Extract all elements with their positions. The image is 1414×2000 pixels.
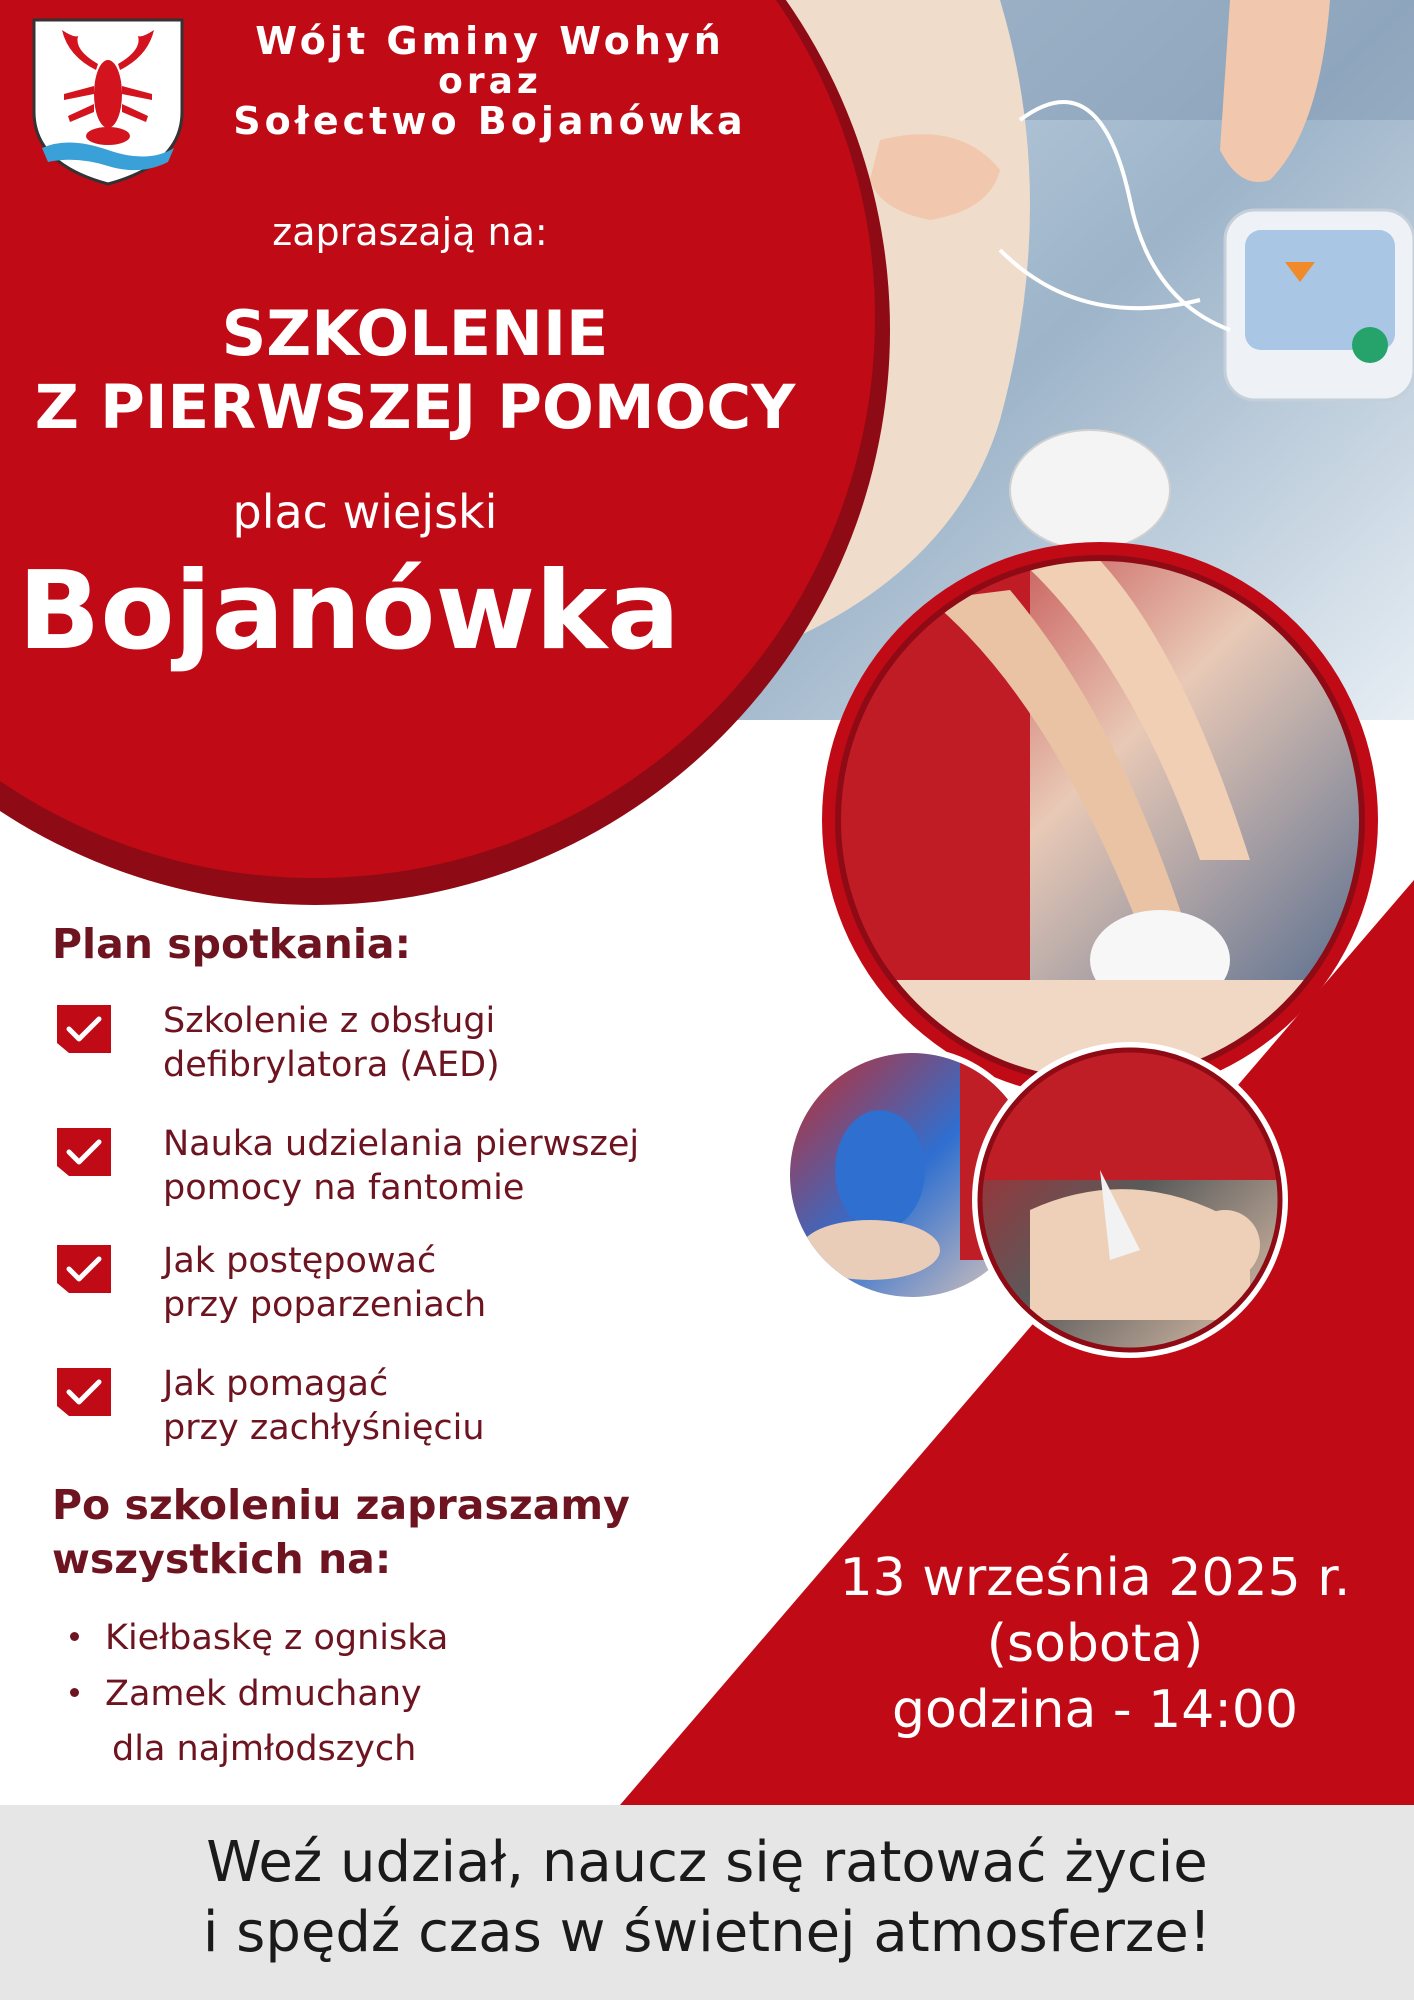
- title-line-1: SZKOLENIE: [221, 297, 609, 370]
- agenda-item: [55, 1003, 735, 1103]
- footer-line-1: Weź udział, naucz się ratować życie: [206, 1830, 1208, 1895]
- bullet-dot: [70, 1688, 79, 1697]
- agenda-item: [55, 1366, 735, 1466]
- agenda-item-line-1: Jak pomagać: [163, 1364, 389, 1404]
- footer-slogan: [0, 1828, 1414, 1968]
- checkmark-icon: [55, 1003, 113, 1055]
- agenda-item-line-1: Szkolenie z obsługi: [163, 1001, 496, 1041]
- organizer-line-1: Wójt Gminy Wohyń: [255, 19, 725, 63]
- bullet-item: [70, 1616, 448, 1660]
- agenda-item-line-2: pomocy na fantomie: [163, 1168, 525, 1208]
- date-line-1: 13 września 2025 r.: [839, 1548, 1351, 1608]
- title-line-2: Z PIERWSZEJ POMOCY: [34, 372, 796, 443]
- bullet-item: [70, 1672, 422, 1716]
- date-line-3: godzina - 14:00: [891, 1680, 1299, 1740]
- agenda-item-line-1: Nauka udzielania pierwszej: [163, 1124, 640, 1164]
- agenda-item-line-2: przy zachłyśnięciu: [163, 1408, 485, 1448]
- bullet-dot: [70, 1632, 79, 1641]
- organizer-line-2: oraz: [438, 61, 542, 102]
- place-label: plac wiejski: [232, 485, 498, 539]
- agenda-item-line-1: Jak postępować: [163, 1241, 437, 1281]
- agenda-item-line-2: przy poparzeniach: [163, 1285, 487, 1325]
- place-name: Bojanówka: [18, 549, 680, 674]
- bullet-continuation: dla najmłodszych: [112, 1729, 417, 1769]
- organizer-line-3: Sołectwo Bojanówka: [233, 99, 747, 143]
- agenda-heading: Plan spotkania:: [52, 920, 411, 968]
- checkmark-icon: [55, 1366, 113, 1418]
- bullet-text: Kiełbaskę z ogniska: [105, 1618, 449, 1658]
- checkmark-icon: [55, 1126, 113, 1178]
- agenda-item: [55, 1243, 735, 1343]
- date-line-2: (sobota): [986, 1614, 1204, 1674]
- after-heading-line-2: wszystkich na:: [52, 1535, 392, 1583]
- after-heading: [52, 1478, 732, 1586]
- checkmark-icon: [55, 1243, 113, 1295]
- agenda-item-line-2: defibrylatora (AED): [163, 1045, 500, 1085]
- bullet-text: Zamek dmuchany: [105, 1674, 422, 1714]
- crayfish-coat-of-arms-icon: [28, 16, 188, 188]
- after-heading-line-1: Po szkoleniu zapraszamy: [52, 1481, 630, 1529]
- agenda-item: [55, 1126, 735, 1226]
- event-date: [780, 1545, 1410, 1743]
- footer-line-2: i spędź czas w świetnej atmosferze!: [202, 1900, 1212, 1965]
- invite-text: zapraszają na:: [272, 210, 548, 254]
